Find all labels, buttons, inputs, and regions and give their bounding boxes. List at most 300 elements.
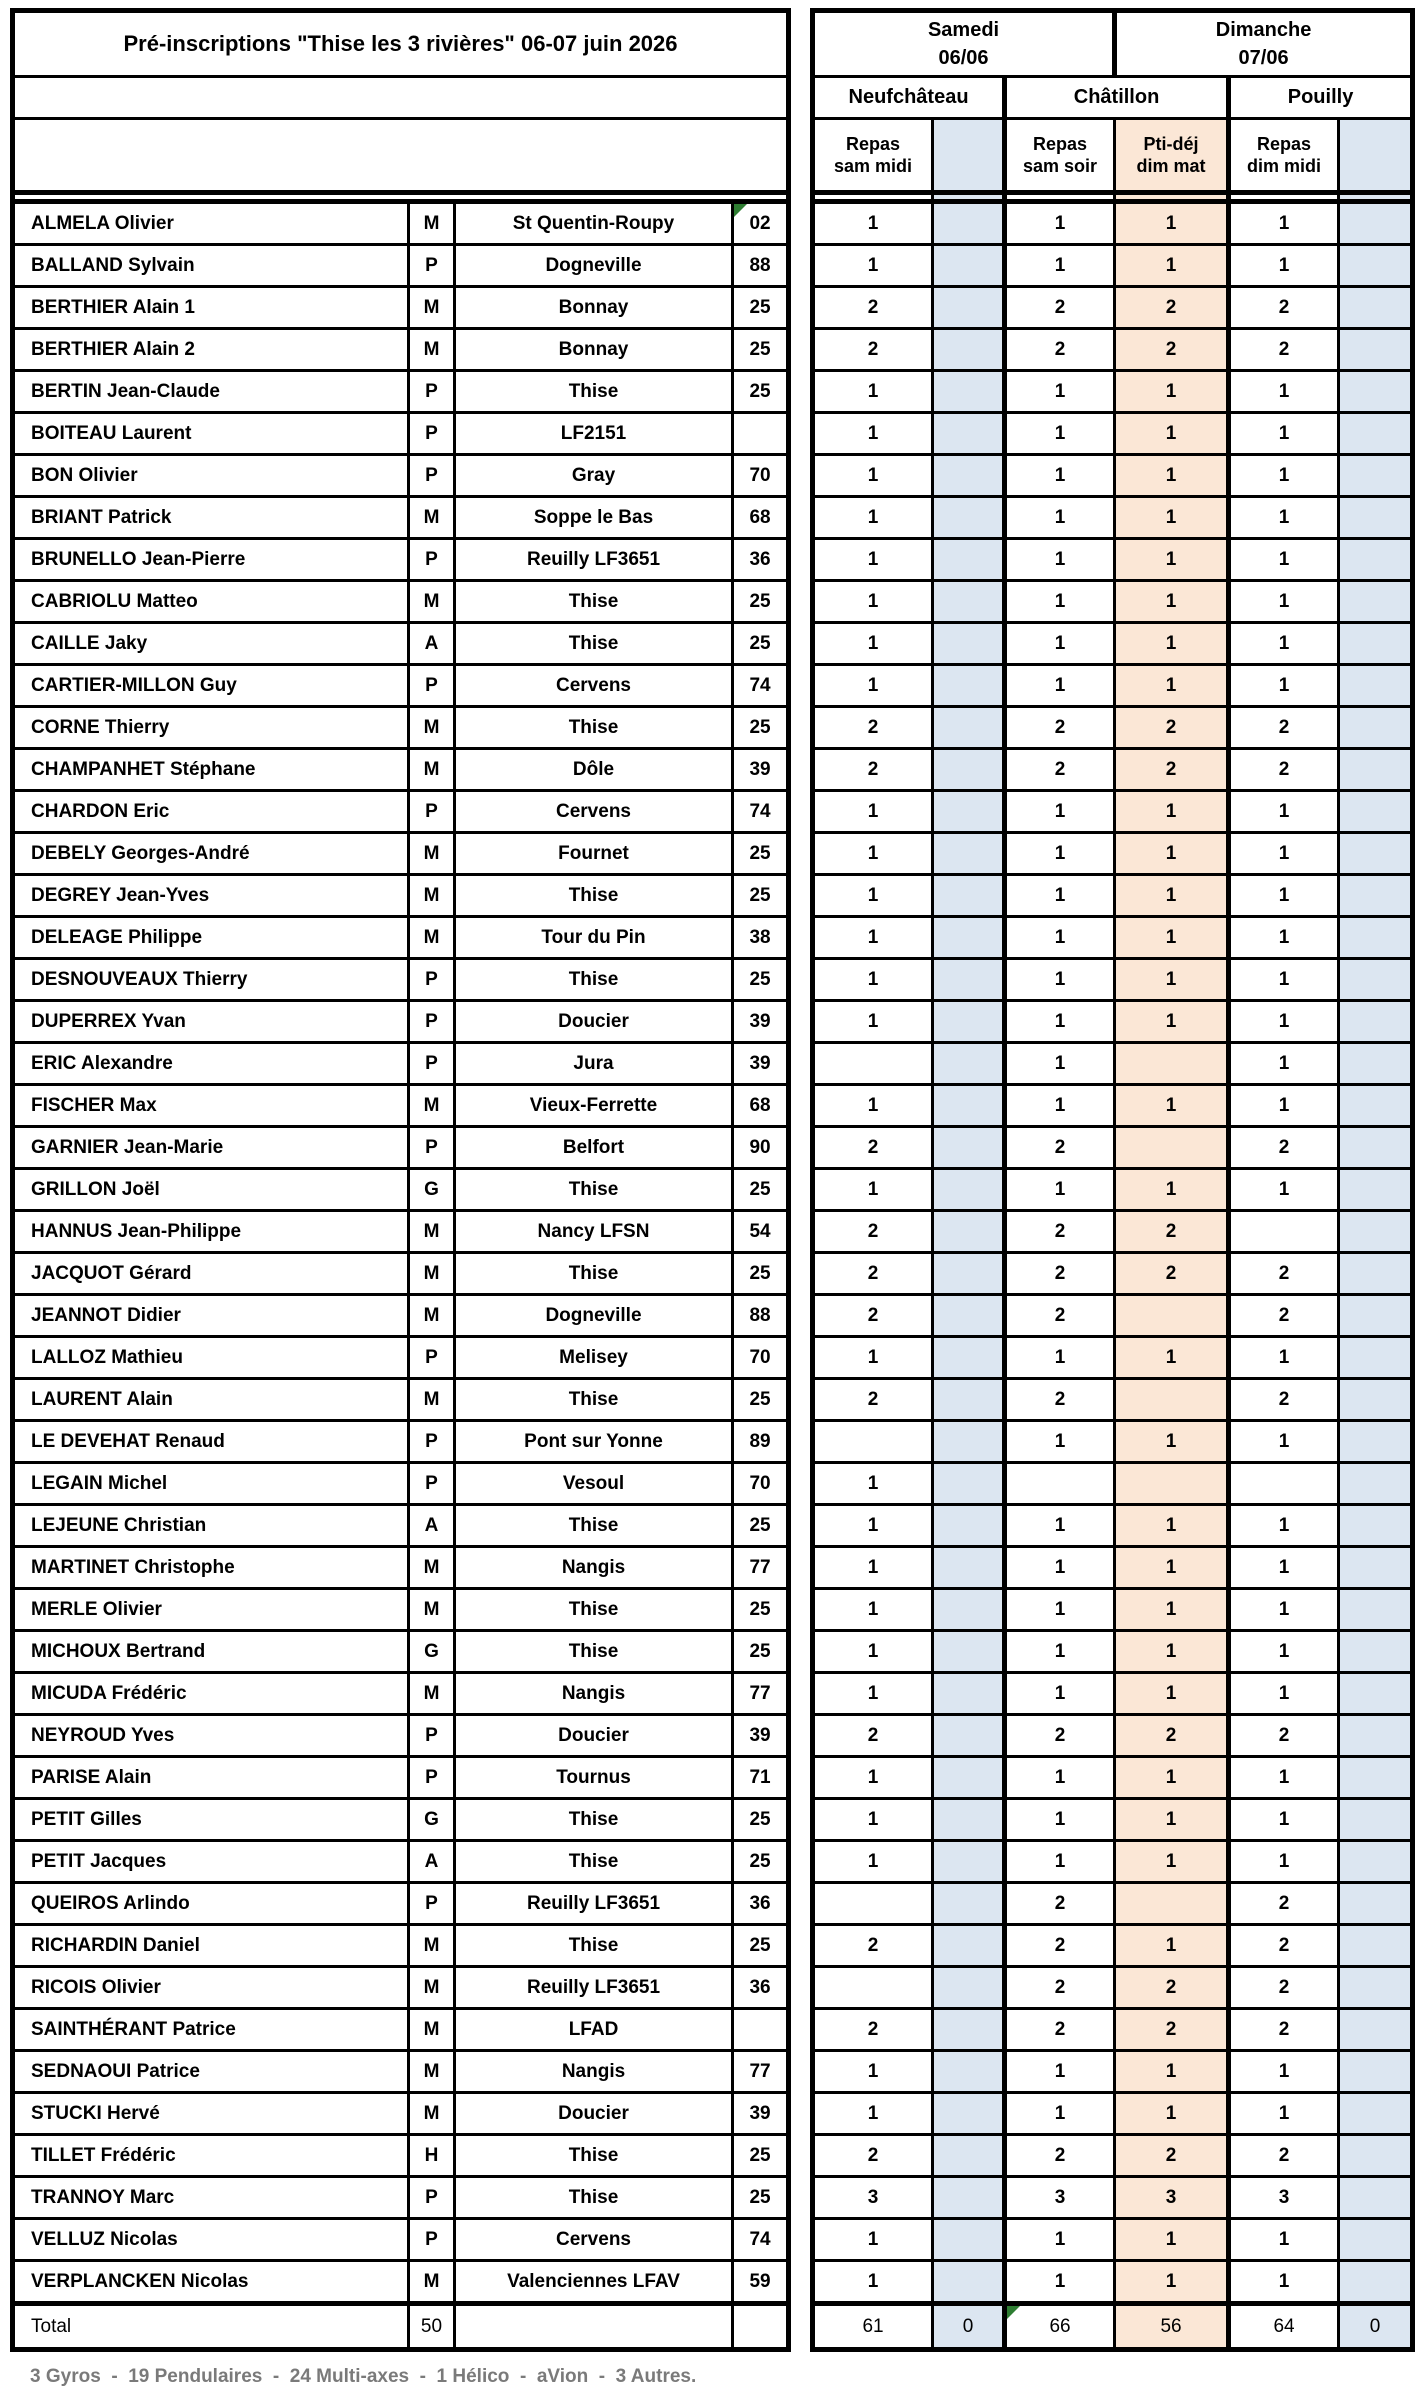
meal-repas-sam-midi-cell (813, 1967, 933, 2009)
meal-ptidej-dim-mat-cell: 1 (1115, 581, 1229, 623)
city-cell: Gray (455, 455, 733, 497)
meal-repas-sam-soir-cell: 1 (1005, 875, 1115, 917)
meal-repas-sam-midi-cell: 1 (813, 1799, 933, 1841)
pilot-name-cell: LEGAIN Michel (13, 1463, 409, 1505)
pilot-name-cell: HANNUS Jean-Philippe (13, 1211, 409, 1253)
table-row (13, 539, 1413, 581)
city-cell: Belfort (455, 1127, 733, 1169)
meal-repas-sam-soir-cell: 2 (1005, 1211, 1115, 1253)
block-gap (789, 1211, 813, 1253)
pilot-name-cell: CARTIER-MILLON Guy (13, 665, 409, 707)
block-gap (789, 1757, 813, 1799)
meal-repas-sam-midi-cell: 2 (813, 2135, 933, 2177)
dept-cell (733, 413, 789, 455)
city-cell: Tour du Pin (455, 917, 733, 959)
meal-repas-sam-soir-cell: 1 (1005, 1043, 1115, 1085)
blank-cell (933, 1253, 1005, 1295)
block-gap (789, 1673, 813, 1715)
dept-cell: 77 (733, 1673, 789, 1715)
meal-repas-sam-midi-cell: 1 (813, 1757, 933, 1799)
block-gap (789, 623, 813, 665)
category-cell: M (409, 1967, 455, 2009)
block-gap (789, 1463, 813, 1505)
pilot-name-cell: DUPERREX Yvan (13, 1001, 409, 1043)
pilot-name-cell: SEDNAOUI Patrice (13, 2051, 409, 2093)
meal-repas-dim-midi-cell: 2 (1229, 1127, 1339, 1169)
pilot-name-cell: MICHOUX Bertrand (13, 1631, 409, 1673)
meal-repas-dim-midi-cell: 1 (1229, 1799, 1339, 1841)
city-cell: Nangis (455, 2051, 733, 2093)
city-cell: Jura (455, 1043, 733, 1085)
block-gap (789, 1127, 813, 1169)
meal-repas-dim-midi-cell: 1 (1229, 1547, 1339, 1589)
category-cell: M (409, 707, 455, 749)
category-cell: P (409, 791, 455, 833)
block-gap (789, 77, 813, 119)
table-row (13, 2009, 1413, 2051)
meal-repas-sam-soir-cell: 1 (1005, 581, 1115, 623)
meal-repas-sam-soir-cell: 1 (1005, 1337, 1115, 1379)
blank-cell (933, 959, 1005, 1001)
meal-repas-sam-soir-cell: 2 (1005, 1253, 1115, 1295)
meal-repas-sam-soir-cell: 3 (1005, 2177, 1115, 2219)
category-cell: M (409, 329, 455, 371)
blank-cell (1339, 1673, 1413, 1715)
category-cell: M (409, 1673, 455, 1715)
meal-ptidej-dim-mat-cell (1115, 1043, 1229, 1085)
dept-cell: 74 (733, 2219, 789, 2261)
meal-repas-dim-midi-cell: 1 (1229, 2051, 1339, 2093)
city-cell: Pont sur Yonne (455, 1421, 733, 1463)
meal-ptidej-dim-mat-cell: 1 (1115, 1001, 1229, 1043)
comment-flag-icon (734, 204, 747, 217)
pilot-name-cell: CHARDON Eric (13, 791, 409, 833)
city-cell: Nancy LFSN (455, 1211, 733, 1253)
blank-cell (933, 2051, 1005, 2093)
meal-repas-sam-soir-cell: 2 (1005, 287, 1115, 329)
category-cell: P (409, 1463, 455, 1505)
total-repas-sam-midi-cell: 61 (813, 2304, 933, 2350)
blank-cell (933, 1295, 1005, 1337)
pilot-name-cell: LE DEVEHAT Renaud (13, 1421, 409, 1463)
pilot-name-cell: JACQUOT Gérard (13, 1253, 409, 1295)
meal-repas-sam-soir-cell: 1 (1005, 1757, 1115, 1799)
total-city-cell (455, 2304, 733, 2350)
block-gap (789, 791, 813, 833)
blank-cell (1339, 581, 1413, 623)
meal-repas-dim-midi-cell: 2 (1229, 2135, 1339, 2177)
blank-cell (1339, 959, 1413, 1001)
meal-repas-sam-soir-cell: 1 (1005, 1085, 1115, 1127)
meal-repas-sam-midi-cell: 1 (813, 2093, 933, 2135)
city-cell: Nangis (455, 1547, 733, 1589)
pilot-name-cell: VERPLANCKEN Nicolas (13, 2261, 409, 2304)
block-gap (789, 1883, 813, 1925)
meal-repas-sam-soir-cell: 2 (1005, 1127, 1115, 1169)
dept-cell: 89 (733, 1421, 789, 1463)
dept-cell: 25 (733, 2135, 789, 2177)
meal-repas-sam-soir-cell: 1 (1005, 1841, 1115, 1883)
blank-cell (1339, 2261, 1413, 2304)
dept-cell: 25 (733, 833, 789, 875)
separator-cell (1229, 193, 1339, 202)
blank-cell (1339, 539, 1413, 581)
meal-repas-dim-midi-cell: 1 (1229, 1421, 1339, 1463)
city-cell: Thise (455, 581, 733, 623)
meal-repas-sam-midi-cell: 2 (813, 287, 933, 329)
category-cell: P (409, 1883, 455, 1925)
meal-repas-dim-midi-cell: 2 (1229, 749, 1339, 791)
meal-repas-sam-soir-cell: 1 (1005, 1547, 1115, 1589)
pilot-name-cell: CABRIOLU Matteo (13, 581, 409, 623)
pilot-name-cell: BRIANT Patrick (13, 497, 409, 539)
city-cell: Soppe le Bas (455, 497, 733, 539)
meal-repas-dim-midi-cell: 2 (1229, 1379, 1339, 1421)
block-gap (789, 1589, 813, 1631)
city-cell: Thise (455, 1799, 733, 1841)
blank-cell (933, 1379, 1005, 1421)
blank-cell (933, 413, 1005, 455)
meal-repas-sam-midi-cell: 2 (813, 2009, 933, 2051)
blank-cell (1339, 2135, 1413, 2177)
table-row (13, 1379, 1413, 1421)
meal-ptidej-dim-mat-cell: 1 (1115, 665, 1229, 707)
header-row-days (13, 11, 1413, 77)
meal-repas-sam-midi-cell: 1 (813, 1169, 933, 1211)
dept-cell: 25 (733, 1841, 789, 1883)
pilot-name-cell: BON Olivier (13, 455, 409, 497)
meal-repas-sam-midi-cell: 1 (813, 245, 933, 287)
category-cell: P (409, 1127, 455, 1169)
dept-cell: 70 (733, 455, 789, 497)
blank-cell (1339, 245, 1413, 287)
meal-ptidej-dim-mat-cell: 1 (1115, 875, 1229, 917)
block-gap (789, 1253, 813, 1295)
left-header-empty-row (13, 119, 789, 193)
category-cell: G (409, 1799, 455, 1841)
total-dept-cell (733, 2304, 789, 2350)
table-row (13, 665, 1413, 707)
meal-repas-dim-midi-cell: 1 (1229, 1085, 1339, 1127)
pilot-name-cell: NEYROUD Yves (13, 1715, 409, 1757)
dept-cell: 25 (733, 1925, 789, 1967)
blank-cell (933, 581, 1005, 623)
table-row (13, 917, 1413, 959)
meal-repas-sam-midi-cell: 1 (813, 875, 933, 917)
meal-ptidej-dim-mat-cell: 1 (1115, 1169, 1229, 1211)
blank-cell (1339, 1085, 1413, 1127)
meal-repas-sam-midi-cell: 1 (813, 539, 933, 581)
meal-ptidej-dim-mat-cell: 2 (1115, 749, 1229, 791)
meal-ptidej-dim-mat-cell: 2 (1115, 1715, 1229, 1757)
category-cell: P (409, 1757, 455, 1799)
blank-cell (1339, 1925, 1413, 1967)
pilot-name-cell: MICUDA Frédéric (13, 1673, 409, 1715)
table-row (13, 455, 1413, 497)
meal-repas-sam-midi-cell: 1 (813, 1505, 933, 1547)
meal-repas-dim-midi-cell: 1 (1229, 1169, 1339, 1211)
blank-cell (933, 791, 1005, 833)
blank-cell (1339, 2177, 1413, 2219)
dept-cell: 77 (733, 2051, 789, 2093)
meal-repas-dim-midi-cell: 1 (1229, 791, 1339, 833)
blank-cell (933, 1589, 1005, 1631)
meal-header-line: Pti-déj (1143, 133, 1199, 154)
dept-cell: 88 (733, 1295, 789, 1337)
meal-repas-sam-soir-cell (1005, 1463, 1115, 1505)
meal-repas-sam-soir-cell: 1 (1005, 2219, 1115, 2261)
meal-ptidej-dim-mat-cell: 1 (1115, 1547, 1229, 1589)
pilot-name-cell: TILLET Frédéric (13, 2135, 409, 2177)
blank-column-header (1339, 119, 1413, 193)
meal-ptidej-dim-mat-cell: 2 (1115, 287, 1229, 329)
block-gap (789, 455, 813, 497)
blank-column-header (933, 119, 1005, 193)
meal-repas-dim-midi-cell: 1 (1229, 2093, 1339, 2135)
city-cell: Dogneville (455, 1295, 733, 1337)
pilot-name-cell: ERIC Alexandre (13, 1043, 409, 1085)
blank-cell (1339, 1799, 1413, 1841)
city-cell: Reuilly LF3651 (455, 1967, 733, 2009)
blank-cell (933, 1001, 1005, 1043)
preinscriptions-table (10, 8, 1415, 2352)
meal-repas-sam-soir-cell: 1 (1005, 1169, 1115, 1211)
blank-cell (1339, 1337, 1413, 1379)
blank-cell (1339, 623, 1413, 665)
meal-repas-sam-midi-cell: 1 (813, 497, 933, 539)
city-cell: Reuilly LF3651 (455, 1883, 733, 1925)
venue-header-neufchateau: Neufchâteau (813, 77, 1005, 119)
table-row (13, 1883, 1413, 1925)
dept-cell: 39 (733, 1715, 789, 1757)
separator-cell (13, 193, 789, 202)
category-cell: A (409, 1505, 455, 1547)
block-gap (789, 833, 813, 875)
table-row (13, 2093, 1413, 2135)
meal-repas-sam-soir-cell: 2 (1005, 1925, 1115, 1967)
meal-repas-sam-soir-cell: 2 (1005, 1715, 1115, 1757)
table-row (13, 1463, 1413, 1505)
category-cell: M (409, 1589, 455, 1631)
table-row (13, 2261, 1413, 2304)
category-cell: G (409, 1631, 455, 1673)
day-date: 07/06 (1238, 47, 1289, 69)
city-cell: Dôle (455, 749, 733, 791)
city-cell: Valenciennes LFAV (455, 2261, 733, 2304)
meal-repas-dim-midi-cell (1229, 1463, 1339, 1505)
separator-cell (1115, 193, 1229, 202)
category-cell: M (409, 497, 455, 539)
dept-cell: 25 (733, 875, 789, 917)
city-cell: Thise (455, 371, 733, 413)
meal-repas-dim-midi-cell: 2 (1229, 1967, 1339, 2009)
venue-header-pouilly: Pouilly (1229, 77, 1413, 119)
meal-repas-sam-soir-cell: 1 (1005, 497, 1115, 539)
blank-cell (1339, 2093, 1413, 2135)
blank-cell (933, 665, 1005, 707)
meal-repas-dim-midi-cell (1229, 1211, 1339, 1253)
block-gap (789, 959, 813, 1001)
meal-ptidej-dim-mat-cell: 3 (1115, 2177, 1229, 2219)
table-row (13, 2051, 1413, 2093)
dept-cell (733, 2009, 789, 2051)
table-row (13, 497, 1413, 539)
block-gap (789, 2135, 813, 2177)
meal-ptidej-dim-mat-cell: 1 (1115, 2051, 1229, 2093)
table-row (13, 833, 1413, 875)
meal-ptidej-dim-mat-cell: 1 (1115, 1505, 1229, 1547)
city-cell: St Quentin-Roupy (455, 202, 733, 245)
city-cell: Doucier (455, 1001, 733, 1043)
category-cell: P (409, 371, 455, 413)
meal-repas-sam-soir-cell: 1 (1005, 371, 1115, 413)
block-gap (789, 581, 813, 623)
blank-cell (1339, 1883, 1413, 1925)
table-row (13, 1043, 1413, 1085)
meal-repas-dim-midi-cell: 2 (1229, 1715, 1339, 1757)
meal-repas-sam-soir-cell: 1 (1005, 1799, 1115, 1841)
block-gap (789, 371, 813, 413)
meal-ptidej-dim-mat-cell: 1 (1115, 455, 1229, 497)
pilot-name-cell: RICOIS Olivier (13, 1967, 409, 2009)
meal-repas-sam-midi-cell: 1 (813, 1337, 933, 1379)
table-body (13, 202, 1413, 2304)
meal-header-line: Repas (1033, 133, 1088, 154)
category-cell: M (409, 202, 455, 245)
blank-cell (933, 917, 1005, 959)
dept-cell: 54 (733, 1211, 789, 1253)
dept-cell: 68 (733, 497, 789, 539)
total-blank-cell: 0 (1339, 2304, 1413, 2350)
blank-cell (933, 1673, 1005, 1715)
meal-repas-sam-midi-cell: 2 (813, 707, 933, 749)
meal-ptidej-dim-mat-cell: 1 (1115, 1589, 1229, 1631)
dept-cell: 25 (733, 2177, 789, 2219)
category-cell: P (409, 2177, 455, 2219)
category-cell: M (409, 749, 455, 791)
blank-cell (933, 1841, 1005, 1883)
blank-cell (933, 707, 1005, 749)
meal-repas-sam-soir-cell: 2 (1005, 707, 1115, 749)
dept-cell: 88 (733, 245, 789, 287)
day-header-saturday (813, 11, 1115, 77)
category-cell: M (409, 2009, 455, 2051)
meal-repas-sam-midi-cell: 1 (813, 1841, 933, 1883)
meal-ptidej-dim-mat-cell: 1 (1115, 413, 1229, 455)
category-cell: M (409, 1295, 455, 1337)
blank-cell (933, 833, 1005, 875)
city-cell: Thise (455, 1253, 733, 1295)
category-cell: P (409, 413, 455, 455)
meal-ptidej-dim-mat-cell: 2 (1115, 329, 1229, 371)
blank-cell (933, 1547, 1005, 1589)
dept-cell: 25 (733, 287, 789, 329)
category-cell: M (409, 2093, 455, 2135)
meal-repas-dim-midi-cell: 1 (1229, 245, 1339, 287)
table-row (13, 2219, 1413, 2261)
blank-cell (933, 2261, 1005, 2304)
category-cell: P (409, 1043, 455, 1085)
meal-repas-dim-midi-cell: 2 (1229, 287, 1339, 329)
meal-repas-sam-soir-cell: 2 (1005, 1967, 1115, 2009)
meal-ptidej-dim-mat-cell: 1 (1115, 497, 1229, 539)
table-row (13, 623, 1413, 665)
meal-repas-dim-midi-cell: 1 (1229, 1505, 1339, 1547)
dept-cell: 39 (733, 749, 789, 791)
block-gap (789, 875, 813, 917)
meal-repas-dim-midi-cell: 1 (1229, 1757, 1339, 1799)
pilot-name-cell: FISCHER Max (13, 1085, 409, 1127)
table-row (13, 581, 1413, 623)
blank-cell (933, 1169, 1005, 1211)
block-gap (789, 1379, 813, 1421)
pilot-name-cell: ALMELA Olivier (13, 202, 409, 245)
meal-ptidej-dim-mat-cell (1115, 1379, 1229, 1421)
meal-repas-dim-midi-cell: 1 (1229, 1337, 1339, 1379)
pilot-name-cell: RICHARDIN Daniel (13, 1925, 409, 1967)
table-row (13, 1337, 1413, 1379)
dept-cell: 36 (733, 539, 789, 581)
city-cell: LF2151 (455, 413, 733, 455)
block-gap (789, 2304, 813, 2350)
category-cell: M (409, 2261, 455, 2304)
day-header-sunday (1115, 11, 1413, 77)
blank-cell (1339, 917, 1413, 959)
city-cell: Thise (455, 1589, 733, 1631)
block-gap (789, 193, 813, 202)
blank-cell (1339, 1169, 1413, 1211)
city-cell: Tournus (455, 1757, 733, 1799)
meal-repas-sam-soir-cell: 1 (1005, 665, 1115, 707)
category-cell: P (409, 539, 455, 581)
city-cell: Doucier (455, 2093, 733, 2135)
meal-repas-sam-midi-cell: 1 (813, 1001, 933, 1043)
block-gap (789, 1169, 813, 1211)
aircraft-summary-footer: 3 Gyros - 19 Pendulaires - 24 Multi-axes - 1 Hélico - aVion - 3 Autres. (30, 2366, 697, 2387)
table-row (13, 1631, 1413, 1673)
category-cell: G (409, 1169, 455, 1211)
meal-repas-sam-soir-cell: 1 (1005, 1001, 1115, 1043)
dept-cell: 36 (733, 1883, 789, 1925)
blank-cell (933, 1043, 1005, 1085)
pilot-name-cell: DESNOUVEAUX Thierry (13, 959, 409, 1001)
meal-repas-sam-midi-cell: 3 (813, 2177, 933, 2219)
category-cell: P (409, 665, 455, 707)
blank-cell (1339, 2009, 1413, 2051)
block-gap (789, 245, 813, 287)
category-cell: M (409, 2051, 455, 2093)
meal-ptidej-dim-mat-cell: 1 (1115, 1799, 1229, 1841)
block-gap (789, 2177, 813, 2219)
meal-repas-sam-soir-cell: 1 (1005, 1631, 1115, 1673)
block-gap (789, 1547, 813, 1589)
block-gap (789, 749, 813, 791)
pilot-name-cell: BRUNELLO Jean-Pierre (13, 539, 409, 581)
meal-repas-dim-midi-cell: 1 (1229, 1673, 1339, 1715)
blank-cell (933, 497, 1005, 539)
block-gap (789, 1841, 813, 1883)
category-cell: M (409, 1211, 455, 1253)
left-header-empty-row (13, 77, 789, 119)
blank-cell (933, 1421, 1005, 1463)
total-repas-dim-midi-cell: 64 (1229, 2304, 1339, 2350)
category-cell: P (409, 2219, 455, 2261)
meal-repas-sam-soir-cell: 2 (1005, 329, 1115, 371)
pilot-name-cell: BERTHIER Alain 1 (13, 287, 409, 329)
meal-repas-sam-soir-cell: 1 (1005, 2051, 1115, 2093)
table-row (13, 749, 1413, 791)
blank-cell (933, 1799, 1005, 1841)
